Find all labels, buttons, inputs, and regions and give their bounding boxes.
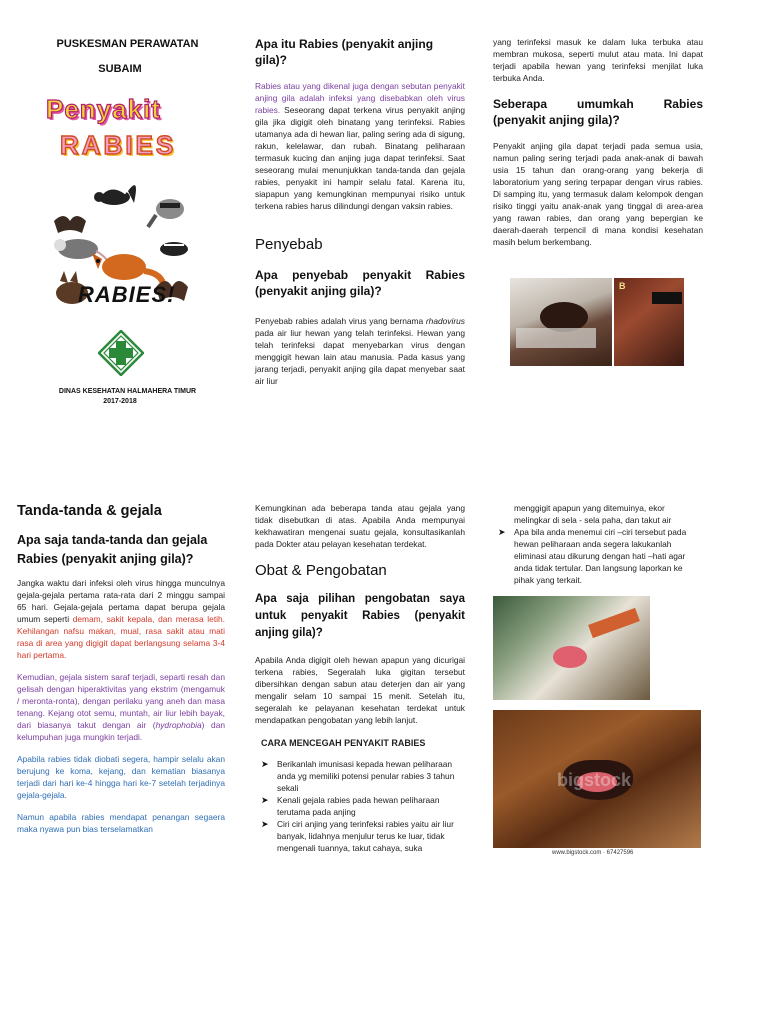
bat-icon	[54, 216, 86, 233]
cause-text-b: pada air liur hewan yang telah terinfeksi. Hewan yang telah terinfeksi dapat menyebarkan virus dengan menggigit hewan lain atau manusia. Pada kasus yang jarang terjadi, penyakit anjing gila dapat menyebar saat air liur	[255, 328, 465, 386]
symptoms-p1-text: Jangka waktu dari infeksi oleh virus hingga munculnya gejala-gejala pertama rata-rata dari 2 minggu sampai 65 hari. Gejala-gejala pertama dapat berupa gejala umum seperti	[17, 578, 225, 624]
skunk-icon	[94, 185, 136, 205]
cover-title-penyakit: Penyakit	[46, 94, 161, 124]
treatment-paragraph: Apabila Anda digigit oleh hewan apapun yang dicurigai terkena rabies, Segeralah luka gigitan tersebut dibersihkan dengan sabun atau deterjen dan air yang mengalir selam 10 sampai 15 menit. Setelah itu, segeralah ke pelayanan kesehatan terdekat untuk mendapatkan pengobatan yang lebih lanjut.	[255, 655, 465, 725]
health-logo-icon	[98, 330, 144, 376]
virus-name: rhadovirus	[425, 316, 465, 326]
rabid-dog-photo-2	[493, 710, 701, 848]
symptoms-p3: Apabila rabies tidak diobati segera, hampir selalu akan berujung ke koma, kejang, dan kematian biasanya terjadi dari hari ke-4 hingga hari ke-7 setelah terjadinya gejala-gejala.	[17, 754, 225, 800]
prevalence-heading: Seberapa umumkah Rabies (penyakit anjing gila)?	[493, 97, 703, 127]
cover-org-name: DINAS KESEHATAN HALMAHERA TIMUR	[58, 388, 197, 395]
prevention-list	[255, 758, 465, 854]
treatment-intro: Kemungkinan ada beberapa tanda atau gejala yang tidak disebutkan di atas. Apabila Anda mempunyai kekhawatiran mengenai suatu gejala, konsultasikanlah pada Dokter atau pelayan kesehatan terdekat.	[255, 503, 465, 549]
what-is-body: Seseorang dapat terkena virus penyakit anjing gila jika digigit oleh binatang yang terinfeksi. Rabies utamanya ada di hewan liar, paling sering ada di sigung, rakun, kelelawar, dan rubah. Binatang peliharaan termasuk kucing dan anjing juga dapat terinfeksi. Saat seseorang mulai menunjukkan tanda-tanda dan gejala rabies, penyakit ini hampir selalu fatal. Karena itu, siapapun yang kemungkinan mempunyai risiko untuk terkena rabies harus dilindungi dengan vaksin rabies.	[255, 105, 465, 211]
cover-title-rabies: RABIES	[60, 130, 177, 160]
panel-what-is	[255, 36, 465, 395]
symptoms-p4: Namun apabila rabies mendapat penangan segaera maka nyawa pun bias terselamatkan	[17, 812, 225, 834]
symptoms-p1	[17, 577, 225, 661]
warning-item: ➤ Apa bila anda menemui ciri –ciri tersebut pada hewan peliharaan anda segera lakukanlah eliminasi atau dikurung dengan hati –hati agar anda tidak tertular. Dan langsung laporkan ke pihak yang terkait.	[498, 526, 698, 586]
symptoms-p2-b: ) dan kelumpuhan juga mungkin terjadi.	[17, 720, 226, 742]
photo-credit: www.bigstock.com · 67427596	[552, 850, 634, 856]
cover-years: 2017-2018	[103, 398, 137, 405]
photo-label-b: B	[619, 281, 626, 291]
illustration-caption: RABIES!	[78, 282, 176, 307]
panel-prevalence	[493, 36, 703, 256]
what-is-definition: Rabies atau yang dikenal juga dengan sebutan penyakit anjing gila adalah infeksi yang disebabkan oleh virus rabies.	[255, 81, 465, 115]
warning-list	[498, 526, 698, 586]
transmission-continuation: yang terinfeksi masuk ke dalam luka terbuka atau membran mukosa, seperti mulut atau mata. Ini dapat terjadi apabila hewan yang terinfeksi menjilat luka terbuka Anda.	[493, 37, 703, 83]
skunk-icon-2	[160, 242, 188, 256]
prevention-item: ➤ Berikanlah imunisasi kepada hewan peliharaan anda yg memiliki potensi penular rabies 3 tahun sekali	[261, 758, 465, 794]
bullet-continuation: menggigit apapun yang ditemuinya, ekor melingkar di sela - sela paha, dan takut air	[514, 503, 672, 525]
prevention-heading: CARA MENCEGAH PENYAKIT RABIES	[261, 738, 426, 748]
cause-text-a: Penyebab rabies adalah virus yang bernama	[255, 316, 426, 326]
what-is-heading: Apa itu Rabies (penyakit anjing gila)?	[255, 37, 434, 67]
rabies-wound-photo	[614, 278, 684, 366]
hydrophobia-term: hydrophobia	[155, 720, 202, 730]
cause-heading: Apa penyebab penyakit Rabies (penyakit anjing gila)?	[255, 268, 465, 298]
prevention-item: ➤ Ciri ciri anjing yang terinfeksi rabies yaitu air liur banyak, lidahnya menjulur terus ke luar, tidak mengenali tuannya, takut cahaya, suka	[261, 818, 465, 854]
cause-section-title: Penyebab	[255, 236, 323, 253]
cover-clinic-line1: PUSKESMAN PERAWATAN	[56, 38, 199, 50]
symptoms-p2	[17, 671, 225, 743]
treatment-heading: Apa saja pilihan pengobatan saya untuk penyakit Rabies (penyakit anjing gila)?	[255, 593, 465, 639]
symptoms-heading: Apa saja tanda-tanda dan gejala Rabies (penyakit anjing gila)?	[17, 533, 208, 566]
panel-warning	[498, 502, 698, 586]
cover-panel	[20, 30, 235, 430]
cover-clinic-line2: SUBAIM	[98, 63, 142, 75]
treatment-section-title: Obat & Pengobatan	[255, 562, 387, 579]
cause-paragraph	[255, 315, 465, 387]
prevention-item: ➤ Kenali gejala rabies pada hewan peliharaan terutama pada anjing	[261, 794, 465, 818]
rabid-dog-photo-1	[493, 596, 650, 700]
raccoon-icon	[148, 199, 184, 227]
prevalence-paragraph: Penyakit anjing gila dapat terjadi pada semua usia, namun paling sering terjadi pada anak-anak di bawah usia 15 tahun dan orang-orang yang bekerja di laboratorium yang sering terpapar dengan virus rabies. Di samping itu, yang termasuk dalam kelompok dengan risiko tinggi yaitu anak-anak yang tinggal di area-area yang rawan rabies, dan orang yang bepergian ke daerah-daerah terpencil di mana kondisi kesehatan masih belum berkembang.	[493, 141, 703, 247]
symptoms-p2-a: Kemudian, gejala sistem saraf terjadi, separti resah dan gelisah dengan hiperaktivitas yang ekstrim (mengamuk / meronta-ronta), dengan perilaku yang aneh dan masa tenang. Kejang otot semu, muntah, air liur lebih bayak, dari biasanya takut dengan air (	[17, 672, 225, 730]
stock-watermark: bigstock	[557, 770, 632, 790]
what-is-paragraph	[255, 80, 465, 212]
panel-symptoms	[17, 503, 225, 843]
symptoms-p1-early: demam, sakit kepala, dan merasa letih. Kehilangan nafsu makan, mual, rasa sakit atau mati rasa di area yang digigit dapat berlangsung selama 3-4 hari pertama.	[17, 614, 225, 660]
symptoms-section-title: Tanda-tanda & gejala	[17, 503, 162, 519]
rabies-patient-photo	[510, 278, 612, 366]
panel-treatment	[255, 502, 465, 854]
